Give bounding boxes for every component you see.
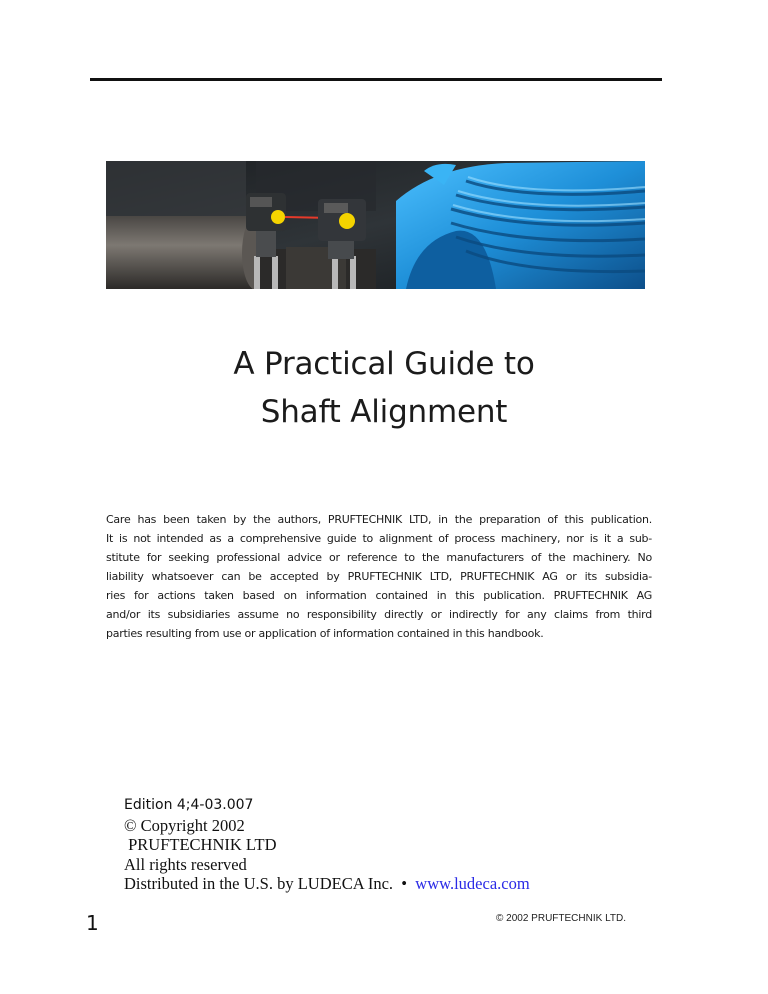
footer-copyright: © 2002 PRUFTECHNIK LTD. [496, 913, 626, 924]
disclaimer-line: It is not intended as a comprehensive guide to alignment of process machinery, nor is it a sub- [106, 532, 652, 545]
disclaimer-line: liability whatsoever can be accepted by PRUFTECHNIK LTD, PRUFTECHNIK AG or its subsidia- [106, 570, 652, 583]
edition-block [124, 796, 530, 894]
distributed-text: Distributed in the U.S. by LUDECA Inc. • [124, 874, 416, 894]
website-link[interactable]: www.ludeca.com [415, 874, 530, 894]
disclaimer-line: stitute for seeking professional advice or reference to the manufacturers of the machinery. No [106, 551, 652, 564]
disclaimer-line: and/or its subsidiaries assume no responsibility directly or indirectly for any claims from third [106, 608, 652, 621]
copyright-line: © Copyright 2002 [124, 815, 245, 835]
document-title [0, 340, 768, 436]
company-line: PRUFTECHNIK LTD [124, 835, 277, 855]
rights-line: All rights reserved [124, 854, 247, 874]
page-number: 1 [86, 911, 99, 935]
disclaimer-line: Care has been taken by the authors, PRUFTECHNIK LTD, in the preparation of this publication. [106, 513, 652, 526]
disclaimer-paragraph [106, 510, 652, 643]
distributed-line [124, 874, 530, 894]
title-line-1: A Practical Guide to [233, 346, 535, 382]
disclaimer-line: parties resulting from use or application of information contained in this handbook. [106, 627, 544, 640]
title-line-2: Shaft Alignment [260, 394, 508, 430]
edition-line: Edition 4;4-03.007 [124, 797, 254, 813]
top-rule [90, 78, 662, 81]
disclaimer-line: ries for actions taken based on information contained in this publication. PRUFTECHNIK AG [106, 589, 652, 602]
cover-photo [106, 161, 645, 289]
